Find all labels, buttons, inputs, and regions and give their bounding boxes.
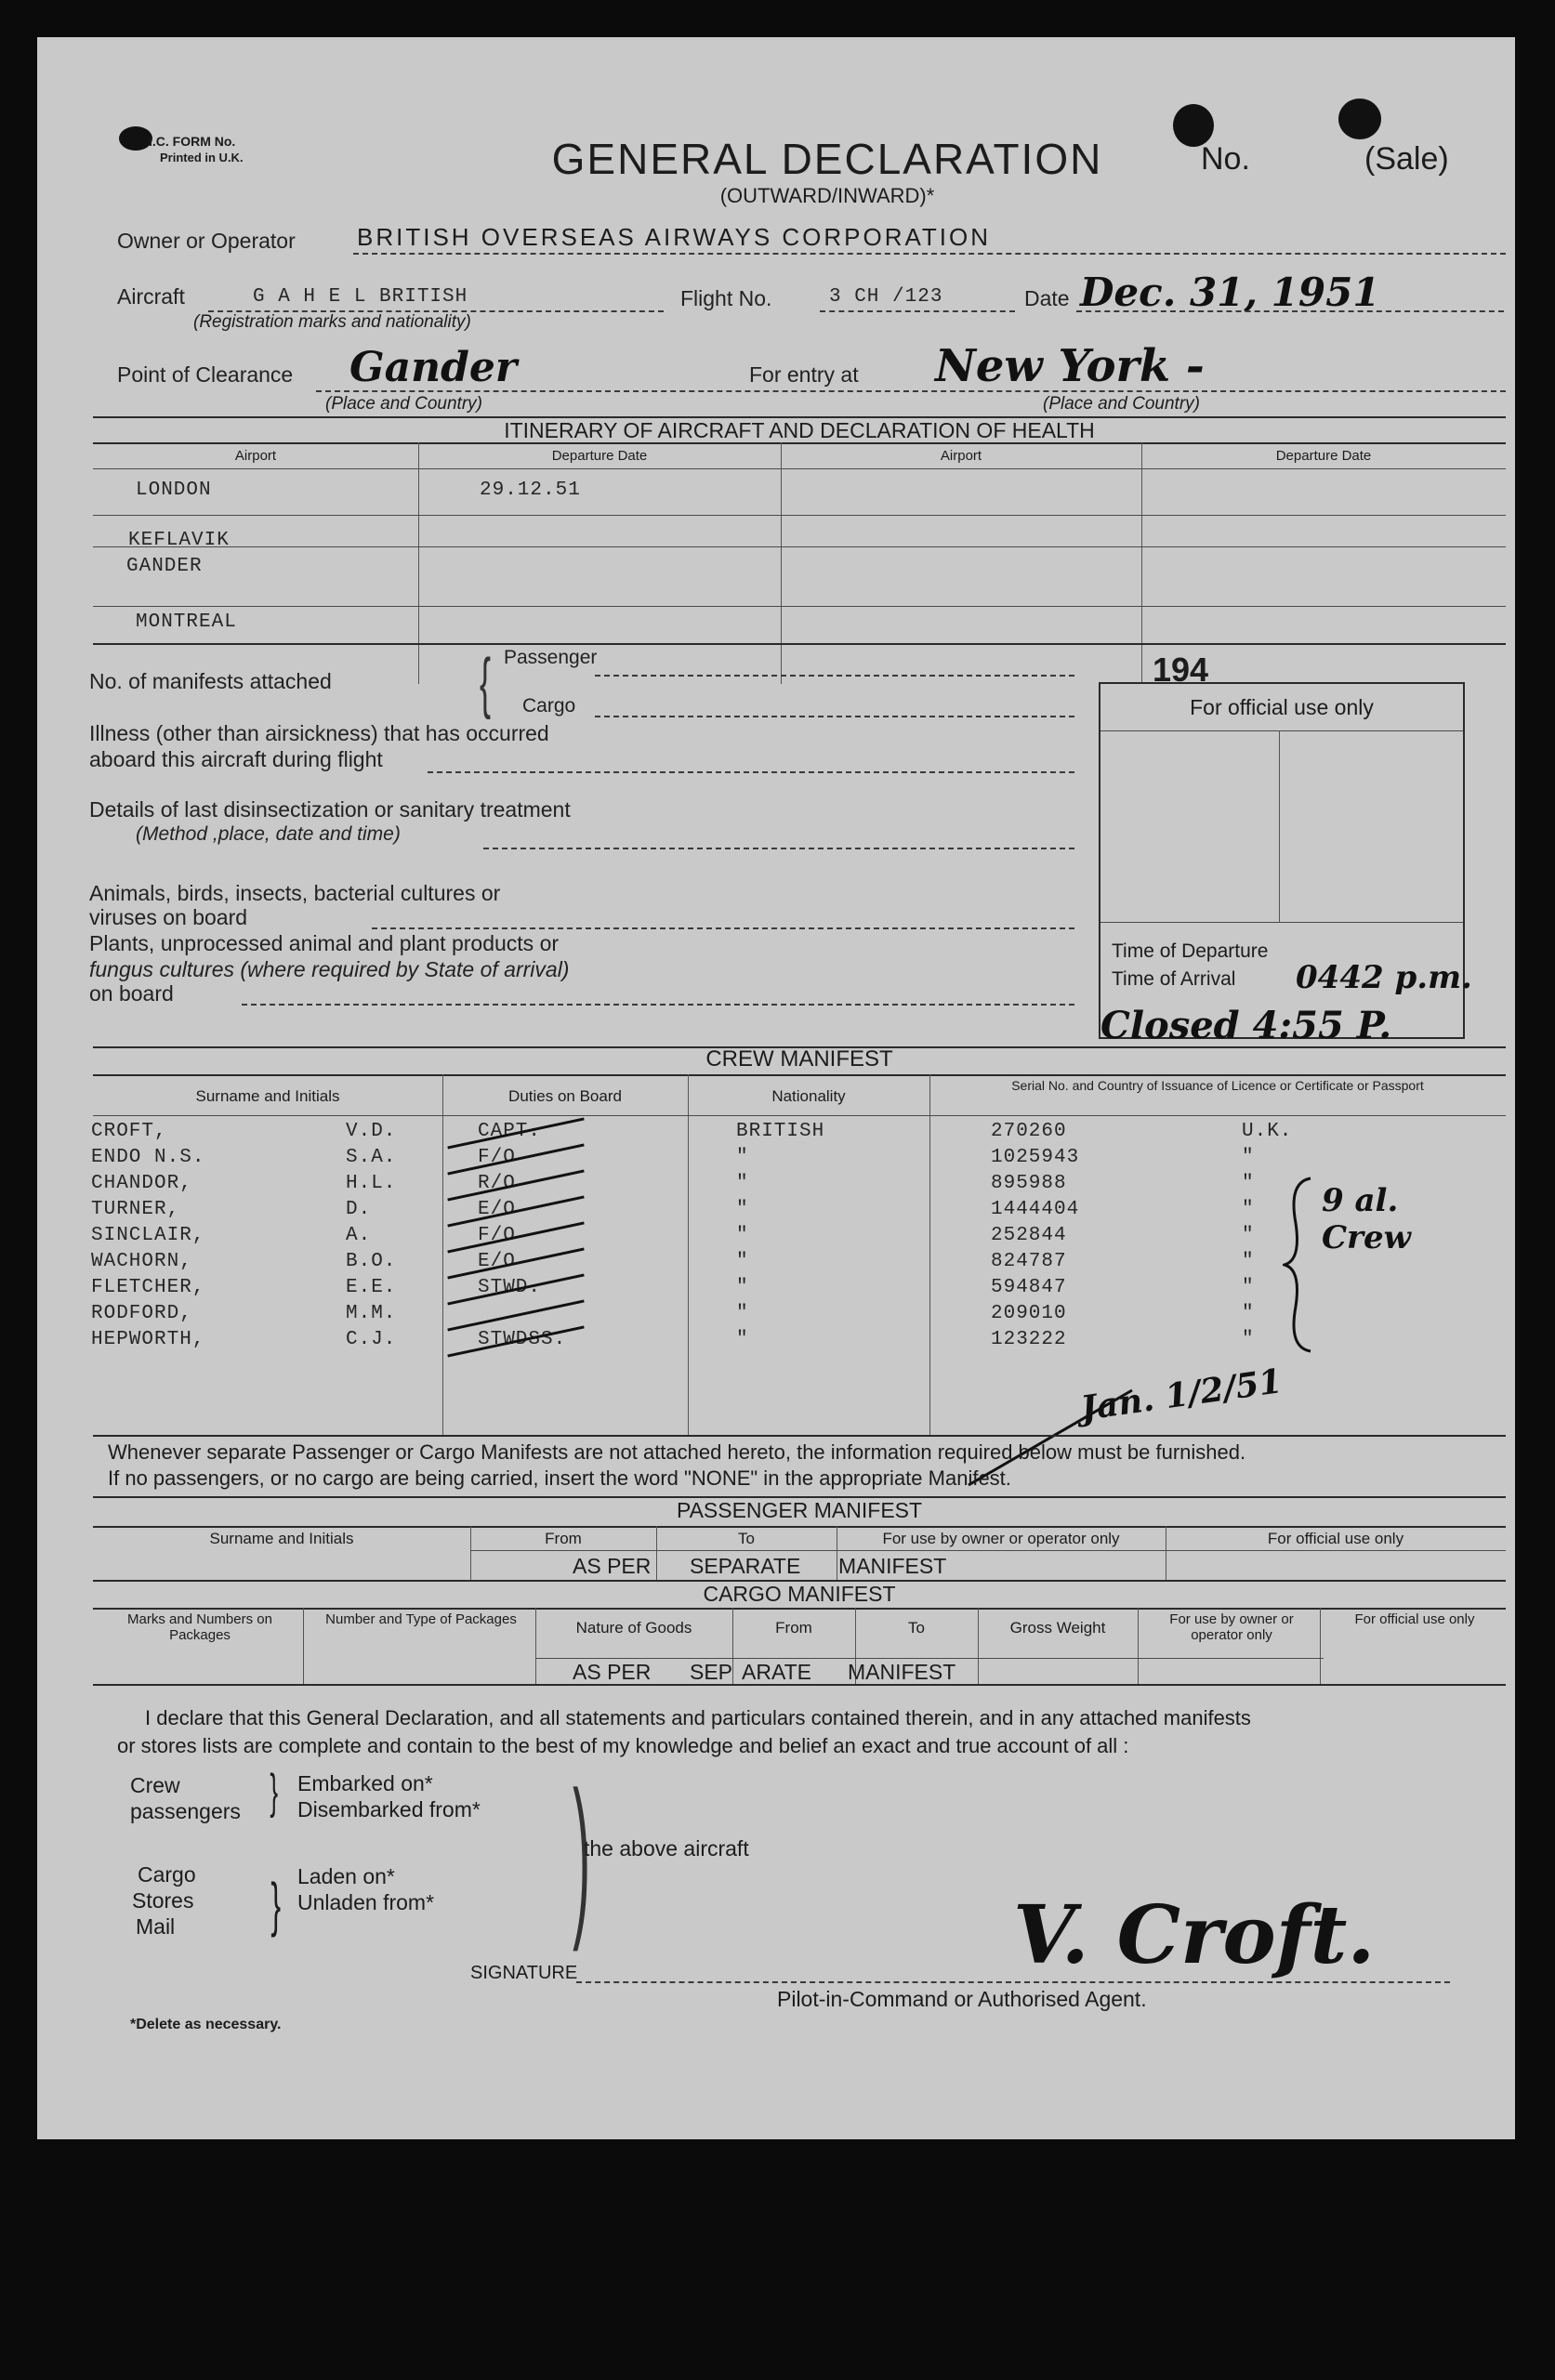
cargo-header-packages: Number and Type of Packages bbox=[325, 1611, 517, 1627]
cargo-manifest-value: MANIFEST bbox=[848, 1660, 956, 1684]
cargo-manifest-title: CARGO MANIFEST bbox=[703, 1582, 896, 1606]
manifests-label: No. of manifests attached bbox=[89, 669, 332, 693]
date-value: Dec. 31, 1951 bbox=[1080, 270, 1380, 315]
crew-duty: E/O bbox=[478, 1199, 516, 1220]
crew-label: Crew bbox=[130, 1773, 180, 1797]
cargo-header-to: To bbox=[908, 1619, 925, 1637]
itinerary-airport: LONDON bbox=[136, 480, 212, 501]
illness-label: Illness (other than airsickness) that has occurred bbox=[89, 721, 549, 745]
passenger-header-from: From bbox=[545, 1530, 582, 1547]
crew-country: U.K. bbox=[1242, 1121, 1293, 1142]
crew-nationality: " bbox=[736, 1225, 749, 1246]
plants-label-3: on board bbox=[89, 981, 174, 1006]
crew-surname: WACHORN, bbox=[91, 1251, 192, 1272]
cargo-manifest-value: SEP bbox=[690, 1660, 733, 1684]
brace: { bbox=[480, 646, 492, 720]
crew-initials: S.A. bbox=[346, 1147, 397, 1168]
passenger-manifest-value: AS PER bbox=[573, 1554, 652, 1578]
crew-serial: 123222 bbox=[991, 1329, 1067, 1350]
passenger-manifest-count-label: Passenger bbox=[504, 647, 598, 668]
mail-label: Mail bbox=[136, 1914, 176, 1939]
crew-duty: F/O bbox=[478, 1147, 516, 1168]
crew-nationality: " bbox=[736, 1251, 749, 1272]
crew-nationality: " bbox=[736, 1303, 749, 1324]
crew-initials: D. bbox=[346, 1199, 372, 1220]
crew-surname: HEPWORTH, bbox=[91, 1329, 205, 1350]
itinerary-header-airport: Airport bbox=[234, 448, 277, 464]
notice-line-2: If no passengers, or no cargo are being carried, insert the word "NONE" in the appropriate Manifest. bbox=[108, 1466, 1011, 1490]
crew-header-nationality: Nationality bbox=[771, 1087, 846, 1105]
clearance-value: Gander bbox=[349, 344, 518, 391]
signer-role: Pilot-in-Command or Authorised Agent. bbox=[777, 1987, 1147, 2011]
cargo-header-from: From bbox=[775, 1619, 812, 1637]
crew-nationality: " bbox=[736, 1173, 749, 1194]
crew-serial: 252844 bbox=[991, 1225, 1067, 1246]
crew-initials: B.O. bbox=[346, 1251, 397, 1272]
passengers-label: passengers bbox=[130, 1799, 241, 1823]
brace: } bbox=[270, 1871, 282, 1938]
crew-nationality: BRITISH bbox=[736, 1121, 825, 1142]
crew-country: " bbox=[1242, 1251, 1255, 1272]
page-subtitle: (OUTWARD/INWARD)* bbox=[719, 184, 935, 207]
strike-mark bbox=[447, 1247, 584, 1279]
crew-nationality: " bbox=[736, 1199, 749, 1220]
crew-duty: CAPT. bbox=[478, 1121, 542, 1142]
itinerary-date: 29.12.51 bbox=[480, 480, 581, 501]
footnote: *Delete as necessary. bbox=[130, 2017, 282, 2032]
aircraft-label: Aircraft bbox=[117, 284, 185, 309]
strike-mark bbox=[447, 1299, 584, 1331]
closed-note: Closed 4:55 P. bbox=[1100, 1004, 1392, 1047]
cargo-header-marks: Marks and Numbers on Packages bbox=[127, 1611, 272, 1643]
strike-mark bbox=[447, 1169, 584, 1201]
crew-serial: 270260 bbox=[991, 1121, 1067, 1142]
cargo-header-owner: For use by owner or operator only bbox=[1169, 1611, 1294, 1643]
entry-value: New York - bbox=[935, 340, 1205, 392]
crew-initials: H.L. bbox=[346, 1173, 397, 1194]
crew-initials: A. bbox=[346, 1225, 372, 1246]
unladen-label: Unladen from* bbox=[297, 1890, 435, 1914]
crew-nationality: " bbox=[736, 1147, 749, 1168]
strike-mark bbox=[447, 1195, 584, 1227]
arrival-time-label: Time of Arrival bbox=[1112, 968, 1236, 990]
signature-label: SIGNATURE bbox=[470, 1963, 578, 1983]
cargo-header-goods: Nature of Goods bbox=[575, 1619, 692, 1637]
crew-country: " bbox=[1242, 1225, 1255, 1246]
crew-duty: STWDSS. bbox=[478, 1329, 567, 1350]
crew-brace bbox=[1283, 1177, 1329, 1353]
crew-duty: STWD. bbox=[478, 1277, 542, 1298]
plants-label-2: fungus cultures (where required by State of arrival) bbox=[89, 957, 570, 981]
operator-value: BRITISH OVERSEAS AIRWAYS CORPORATION bbox=[357, 223, 992, 251]
crew-initials: M.M. bbox=[346, 1303, 397, 1324]
brace: } bbox=[270, 1765, 279, 1819]
crew-surname: CROFT, bbox=[91, 1121, 167, 1142]
crew-duty: R/O bbox=[478, 1173, 516, 1194]
itinerary-header-date-2: Departure Date bbox=[1275, 448, 1372, 464]
passenger-manifest-value: SEPARATE bbox=[690, 1554, 801, 1578]
crew-serial: 824787 bbox=[991, 1251, 1067, 1272]
crew-surname: TURNER, bbox=[91, 1199, 180, 1220]
crew-initials: V.D. bbox=[346, 1121, 397, 1142]
page-title: GENERAL DECLARATION bbox=[551, 135, 1103, 183]
number-value: (Sale) bbox=[1364, 141, 1449, 177]
crew-serial: 1444404 bbox=[991, 1199, 1080, 1220]
passenger-header-to: To bbox=[738, 1530, 755, 1547]
laden-label: Laden on* bbox=[297, 1864, 395, 1888]
crew-country: " bbox=[1242, 1199, 1255, 1220]
aircraft-note: (Registration marks and nationality) bbox=[193, 312, 471, 332]
crew-duty: E/O bbox=[478, 1251, 516, 1272]
official-use-title: For official use only bbox=[1190, 695, 1374, 719]
official-stamp-number: 194 bbox=[1153, 651, 1209, 689]
crew-country: " bbox=[1242, 1277, 1255, 1298]
cargo-manifest-value: ARATE bbox=[742, 1660, 811, 1684]
itinerary-title: ITINERARY OF AIRCRAFT AND DECLARATION OF HEALTH bbox=[504, 418, 1095, 442]
crew-surname: ENDO N.S. bbox=[91, 1147, 205, 1168]
stores-label: Stores bbox=[132, 1888, 194, 1913]
declaration-form bbox=[37, 37, 1515, 2139]
itinerary-airport: MONTREAL bbox=[136, 611, 237, 633]
cargo-manifest-count-label: Cargo bbox=[522, 695, 576, 717]
clearance-note: (Place and Country) bbox=[325, 394, 482, 414]
disembarked-label: Disembarked from* bbox=[297, 1797, 481, 1821]
itinerary-airport: KEFLAVIK bbox=[128, 530, 230, 551]
departure-time-label: Time of Departure bbox=[1112, 940, 1269, 962]
ink-blot bbox=[119, 126, 152, 151]
crew-annotation: 9 al. Crew bbox=[1322, 1182, 1411, 1256]
plants-label: Plants, unprocessed animal and plant products or bbox=[89, 931, 560, 955]
itinerary-header-date: Departure Date bbox=[551, 448, 648, 464]
animals-label-2: viruses on board bbox=[89, 905, 248, 929]
crew-surname: SINCLAIR, bbox=[91, 1225, 205, 1246]
number-label: No. bbox=[1201, 141, 1250, 177]
form-print-note: Printed in U.K. bbox=[160, 151, 244, 164]
crew-country: " bbox=[1242, 1173, 1255, 1194]
crew-surname: RODFORD, bbox=[91, 1303, 192, 1324]
form-reference: I.C. FORM No. bbox=[149, 134, 236, 149]
passenger-header-official: For official use only bbox=[1267, 1530, 1404, 1547]
declaration-text-1: I declare that this General Declaration, and all statements and particulars contained therein, and in any attached manifests bbox=[145, 1706, 1251, 1729]
cargo-header-official: For official use only bbox=[1354, 1611, 1475, 1627]
passenger-manifest-title: PASSENGER MANIFEST bbox=[676, 1498, 923, 1522]
passenger-header-owner: For use by owner or operator only bbox=[882, 1530, 1120, 1547]
brace: ) bbox=[573, 1755, 591, 1953]
crew-serial: 209010 bbox=[991, 1303, 1067, 1324]
pilot-signature: V. Croft. bbox=[1013, 1888, 1376, 1982]
crew-duty: F/O bbox=[478, 1225, 516, 1246]
crew-serial: 594847 bbox=[991, 1277, 1067, 1298]
arrival-time-value: 0442 p.m. bbox=[1296, 959, 1472, 996]
crew-initials: C.J. bbox=[346, 1329, 397, 1350]
crew-nationality: " bbox=[736, 1277, 749, 1298]
crew-header-surname: Surname and Initials bbox=[195, 1087, 340, 1105]
official-signature: Jan. 1/2/51 bbox=[1078, 1361, 1285, 1428]
entry-label: For entry at bbox=[749, 362, 859, 387]
crew-header-duties: Duties on Board bbox=[508, 1087, 622, 1105]
itinerary-airport: GANDER bbox=[126, 556, 203, 577]
crew-serial: 1025943 bbox=[991, 1147, 1080, 1168]
strike-mark bbox=[447, 1221, 584, 1253]
embarked-label: Embarked on* bbox=[297, 1771, 433, 1795]
disinsectization-note: (Method ,place, date and time) bbox=[136, 823, 401, 845]
entry-note: (Place and Country) bbox=[1043, 394, 1200, 414]
crew-serial: 895988 bbox=[991, 1173, 1067, 1194]
operator-label: Owner or Operator bbox=[117, 229, 296, 253]
aircraft-value: G A H E L BRITISH bbox=[253, 286, 468, 308]
cargo-label: Cargo bbox=[138, 1862, 196, 1887]
crew-surname: FLETCHER, bbox=[91, 1277, 205, 1298]
passenger-manifest-value: MANIFEST bbox=[838, 1554, 947, 1578]
clearance-label: Point of Clearance bbox=[117, 362, 294, 387]
itinerary-header-airport-2: Airport bbox=[940, 448, 982, 464]
crew-header-serial: Serial No. and Country of Issuance of Licence or Certificate or Passport bbox=[1011, 1078, 1424, 1093]
passenger-header-surname: Surname and Initials bbox=[209, 1530, 354, 1547]
animals-label: Animals, birds, insects, bacterial cultures or bbox=[89, 881, 501, 905]
crew-country: " bbox=[1242, 1147, 1255, 1168]
crew-nationality: " bbox=[736, 1329, 749, 1350]
flight-value: 3 CH /123 bbox=[829, 286, 943, 308]
flight-label: Flight No. bbox=[680, 286, 772, 310]
illness-label-2: aboard this aircraft during flight bbox=[89, 747, 383, 771]
crew-country: " bbox=[1242, 1329, 1255, 1350]
crew-surname: CHANDOR, bbox=[91, 1173, 192, 1194]
strike-mark bbox=[447, 1143, 584, 1175]
date-label: Date bbox=[1024, 286, 1070, 310]
disinsectization-label: Details of last disinsectization or sanitary treatment bbox=[89, 797, 571, 822]
above-aircraft-label: the above aircraft bbox=[584, 1836, 749, 1861]
crew-manifest-title: CREW MANIFEST bbox=[705, 1046, 893, 1072]
declaration-text-2: or stores lists are complete and contain to the best of my knowledge and belief an exact and true account of all : bbox=[117, 1734, 1129, 1757]
cargo-header-weight: Gross Weight bbox=[1009, 1619, 1106, 1637]
ink-blot bbox=[1338, 99, 1381, 139]
crew-initials: E.E. bbox=[346, 1277, 397, 1298]
cargo-manifest-value: AS PER bbox=[573, 1660, 652, 1684]
crew-country: " bbox=[1242, 1303, 1255, 1324]
notice-line-1: Whenever separate Passenger or Cargo Manifests are not attached hereto, the information required below must be furnished. bbox=[108, 1440, 1246, 1464]
